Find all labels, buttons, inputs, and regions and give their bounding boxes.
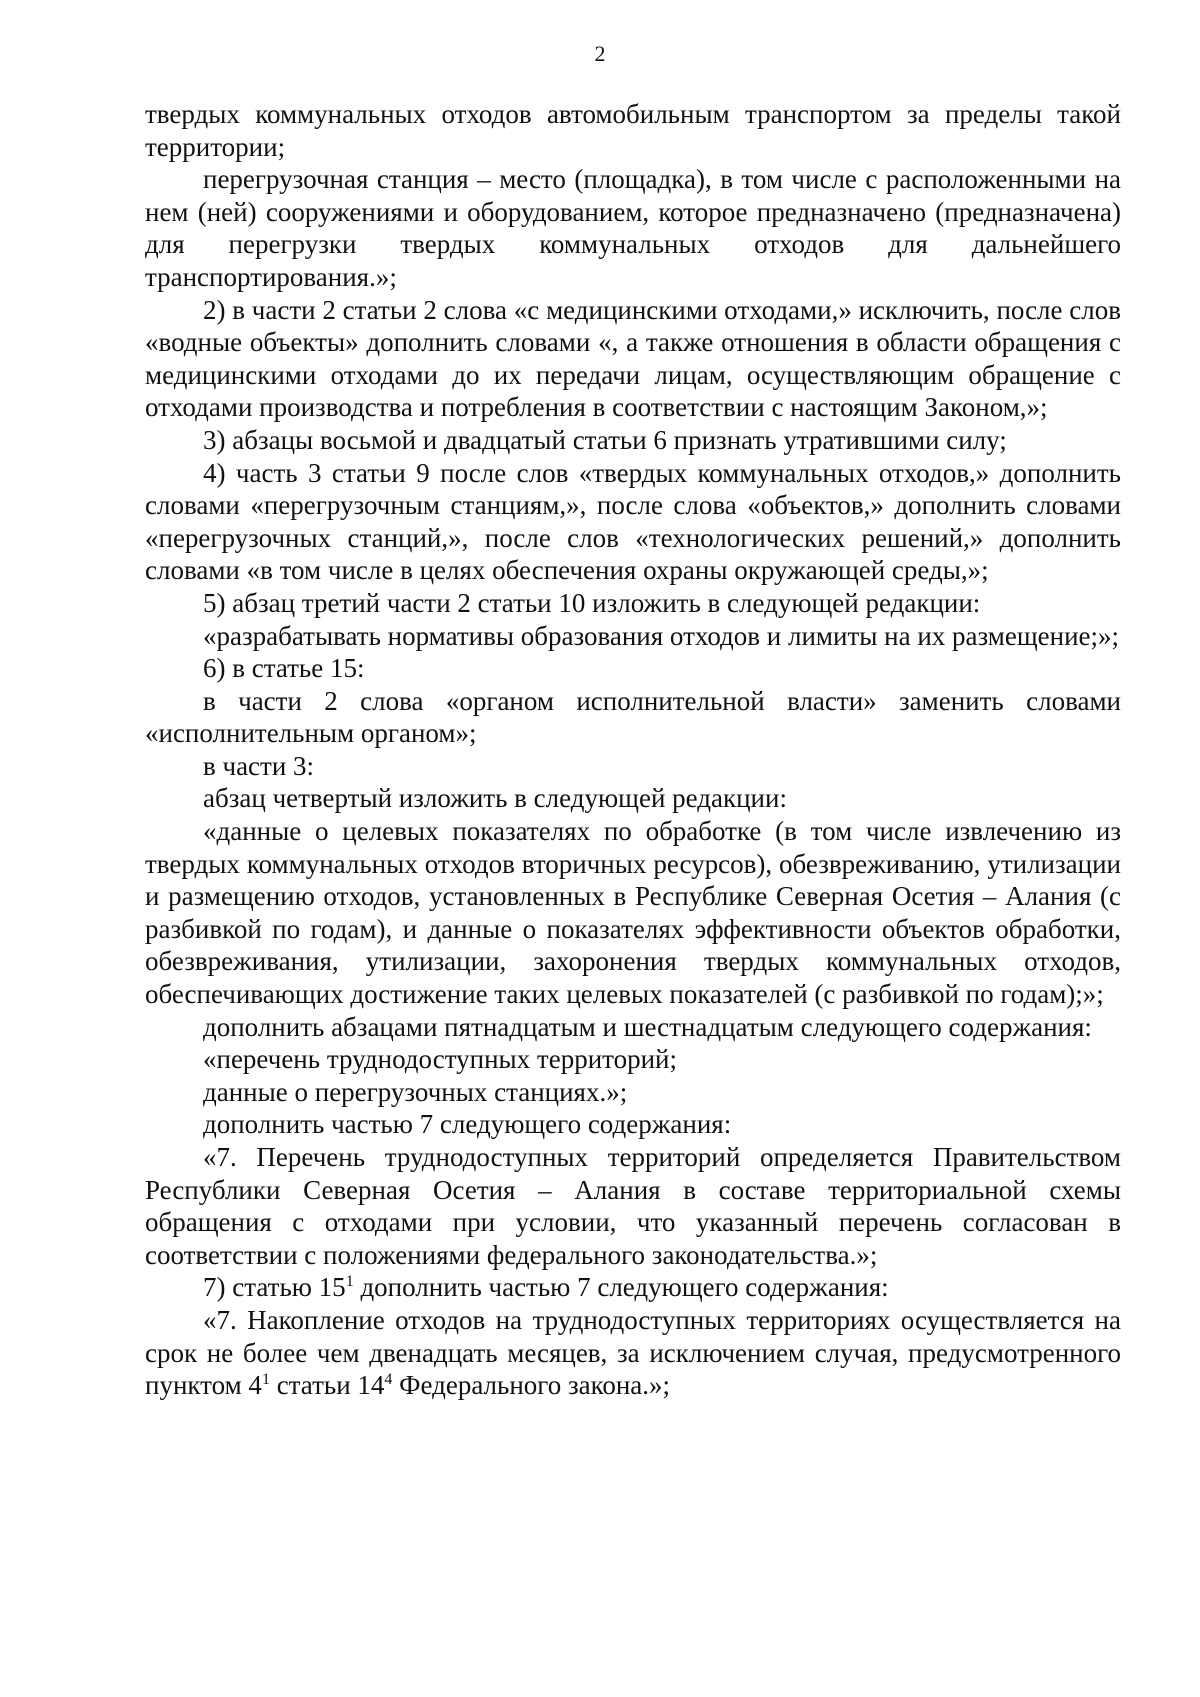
- document-body: [145, 98, 1121, 1402]
- paragraph: дополнить частью 7 следующего содержания:: [203, 1109, 732, 1140]
- paragraph: 4) часть 3 статьи 9 после слов «твердых коммунальных отходов,» дополнить словами «перегрузочным станциям,», после слова «объектов,» дополнить словами «перегрузочных станций,», после слов «технологических решений,» дополнить словами «в том числе в целях обеспечения охраны окружающей среды,»;: [145, 457, 1121, 586]
- paragraph: «перечень труднодоступных территорий;: [203, 1044, 678, 1075]
- page-number: 2: [594, 41, 606, 66]
- paragraph-text: Федерального закона.»;: [392, 1370, 671, 1401]
- paragraph: твердых коммунальных отходов автомобильным транспортом за пределы такой территории;: [145, 99, 1121, 162]
- paragraph: 6) в статье 15:: [203, 653, 365, 684]
- paragraph-text: «7. Накопление отходов на труднодоступных территориях осуществляется на срок не более чем двенадцать месяцев, за исключением случая, предусмотренного пунктом 4: [145, 1304, 1121, 1401]
- superscript: 4: [384, 1371, 393, 1389]
- paragraph: в части 3:: [203, 750, 315, 781]
- paragraph: дополнить абзацами пятнадцатым и шестнадцатым следующего содержания:: [203, 1011, 1092, 1042]
- superscript: 1: [261, 1371, 270, 1389]
- paragraph: 3) абзацы восьмой и двадцатый статьи 6 признать утратившими силу;: [203, 424, 1007, 455]
- paragraph: абзац четвертый изложить в следующей редакции:: [203, 783, 787, 814]
- paragraph-text: дополнить частью 7 следующего содержания:: [353, 1272, 889, 1303]
- paragraph: «разрабатывать нормативы образования отходов и лимиты на их размещение;»;: [203, 620, 1120, 651]
- paragraph: 5) абзац третий части 2 статьи 10 изложить в следующей редакции:: [203, 587, 981, 618]
- superscript: 1: [345, 1273, 354, 1291]
- paragraph-amendment-7: [145, 1271, 1121, 1304]
- paragraph: перегрузочная станция – место (площадка), в том числе с расположенными на нем (ней) сооружениями и оборудованием, которое предназначено (предназначена) для перегрузки твердых коммунальных отходов для дальнейшего транспортирования.»;: [145, 164, 1121, 292]
- paragraph: данные о перегрузочных станциях.»;: [203, 1076, 628, 1107]
- paragraph-text: 7) статью 15: [203, 1272, 346, 1303]
- paragraph: «данные о целевых показателях по обработке (в том числе извлечению из твердых коммунальных отходов вторичных ресурсов), обезвреживанию, утилизации и размещению отходов, установленных в Республике Северная Осетия – Алания (с разбивкой по годам), и данные о показателях эффективности объектов обработки, обезвреживания, утилизации, захоронения твердых коммунальных отходов, обеспечивающих достижение таких целевых показателей (с разбивкой по годам);»;: [145, 816, 1121, 1010]
- paragraph-accumulation: [145, 1304, 1121, 1402]
- paragraph-text: статьи 14: [269, 1370, 385, 1401]
- paragraph: 2) в части 2 статьи 2 слова «с медицинскими отходами,» исключить, после слов «водные объекты» дополнить словами «, а также отношения в области обращения с медицинскими отходами до их передачи лицам, осуществляющим обращение с отходами производства и потребления в соответствии с настоящим Законом,»;: [145, 294, 1121, 423]
- paragraph: «7. Перечень труднодоступных территорий определяется Правительством Республики Северная Осетия – Алания в составе территориальной схемы обращения с отходами при условии, что указанный перечень согласован в соответствии с положениями федерального законодательства.»;: [145, 1142, 1121, 1270]
- paragraph: в части 2 слова «органом исполнительной власти» заменить словами «исполнительным органом»;: [145, 685, 1121, 749]
